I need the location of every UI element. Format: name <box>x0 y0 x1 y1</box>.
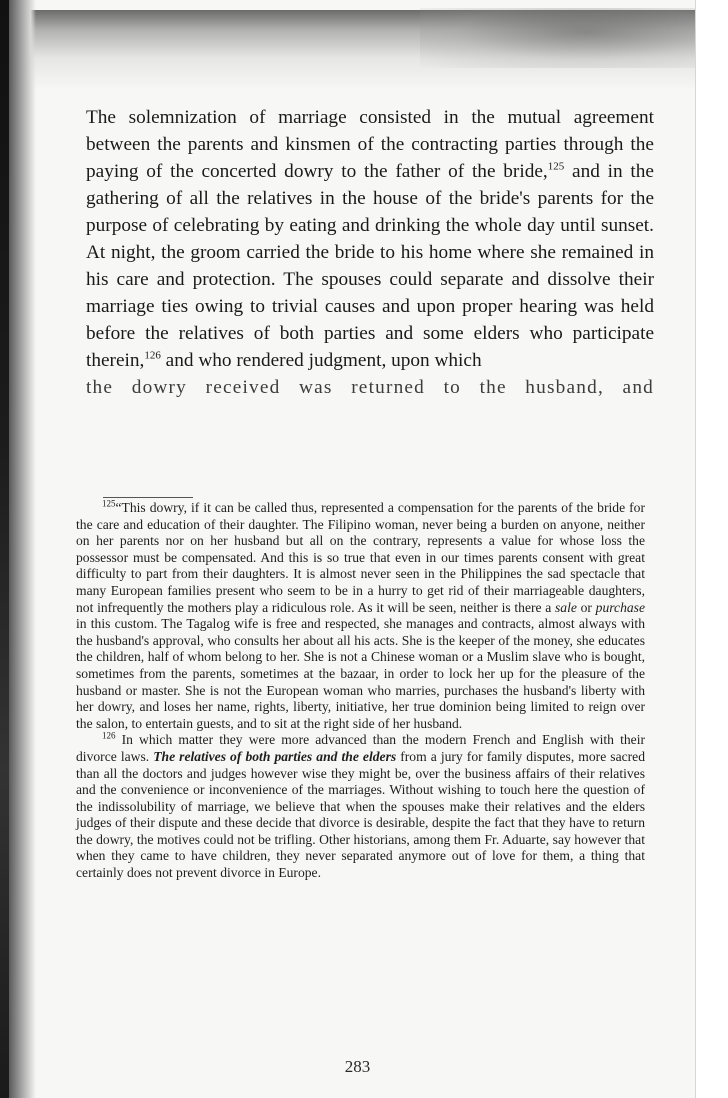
body-paragraph <box>86 104 654 401</box>
body-text-part-2: and in the gathering of all the relatives in the house of the bride's parents for the purpose of celebrating by eating and drinking the whole day until sunset. At night, the groom carried the bride to his home where she remained in his care and protection. The spouses could separate and dissolve their marriage ties owing to trivial causes and upon proper hearing was held before the relatives of both parties and some elders who participate therein, <box>86 161 654 371</box>
footnote-ref-126: 126 <box>144 349 161 362</box>
top-scan-smudge <box>420 8 695 68</box>
binding-edge <box>0 0 9 1098</box>
right-margin <box>695 0 728 1098</box>
footnotes <box>76 500 645 882</box>
footnote-emphasis: sale <box>555 599 577 615</box>
body-last-line: the dowry received was returned to the husband, and <box>86 377 654 398</box>
footnote-text: in this custom. The Tagalog wife is free and respected, she manages and contracts, almost always with the husband's approval, who consults her about all his acts. She is the keeper of the money, she educates the children, half of whom belong to her. She is not a Chinese woman or a Muslim slave who is bought, sometimes from the parents, sometimes at the bazaar, in order to lock her up for the pleasure of the husband or master. She is not the European woman who marries, purchases the husband's liberty with her dowry, and loses her name, rights, liberty, initiative, her true dominion being limited to reign over the salon, to entertain guests, and to sit at the right side of her husband. <box>76 616 645 731</box>
footnote-separator <box>103 497 193 498</box>
footnote-ref-125: 125 <box>547 160 565 173</box>
page-number: 283 <box>344 1057 371 1076</box>
footnote-text: In which matter they were more advanced than the modern French and English with their divorce laws. <box>76 732 645 764</box>
footnote-emphasis: The relatives of both parties and the elders <box>153 748 397 764</box>
footnote-text: “This dowry, if it can be called thus, represented a compensation for the parents of the bride for the care and education of their daughter. The Filipino woman, never being a burden on anyone, neither on her parents nor on her husband but all on the contrary, represents a value for whose loss the possessor must be compensated. And this is so true that even in our times parents consent with great difficulty to part from their daughters. It is almost never seen in the Philippines the sad spectacle that many European families present who seem to be in a hurry to get rid of their marriageable daughters, not infrequently the mothers play a ridiculous role. As it will be seen, neither is there a <box>76 500 645 615</box>
footnote-emphasis: purchase <box>595 599 645 615</box>
footnote-125 <box>76 500 645 732</box>
footnote-number: 125 <box>102 498 116 509</box>
footnote-126 <box>76 732 645 881</box>
footnote-text: from a jury for family disputes, more sacred than all the doctors and judges however wise they might be, over the business affairs of their relatives and the convenience or inconvenience of the marriages. Without wishing to touch here the question of the indissolubility of marriage, we believe that when the spouses make their relatives and the elders judges of their dispute and these decide that divorce is desirable, despite the fact that they have to return the dowry, the motives could not be trifling. Other historians, among them Fr. Aduarte, say however that when they came to have children, they never separated anymore out of love for them, a thing that certainly does not prevent divorce in Europe. <box>76 748 646 881</box>
body-text-part-1: The solemnization of marriage consisted in the mutual agreement between the parents and kinsmen of the contracting parties through the paying of the concerted dowry to the father of the bride, <box>86 107 654 182</box>
footnote-number: 126 <box>102 730 116 741</box>
body-text-part-3: and who rendered judgment, upon which <box>160 350 482 371</box>
footnote-text: or <box>576 599 596 615</box>
